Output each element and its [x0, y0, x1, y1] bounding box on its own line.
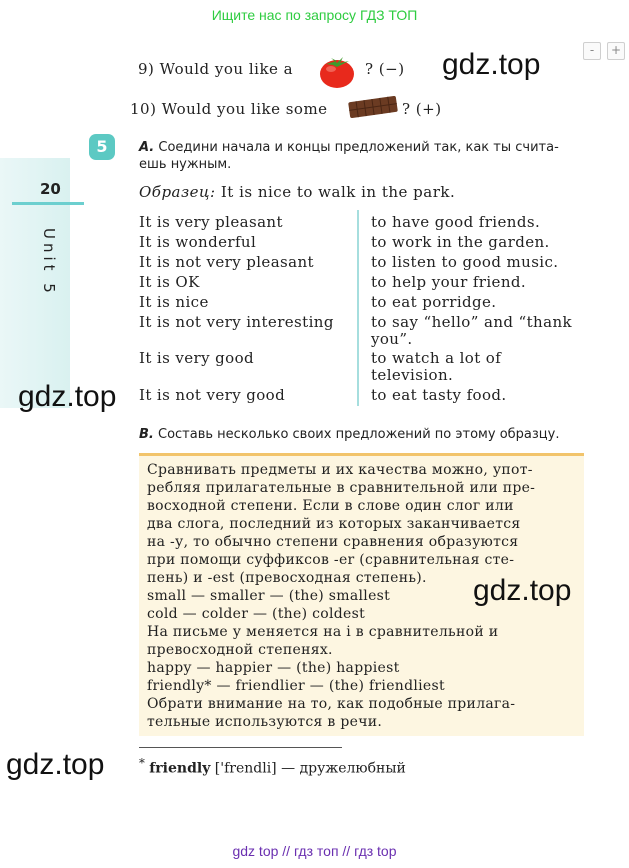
rule-line: тельные используются в речи. [147, 714, 383, 730]
beginning-item: It is wonderful [139, 233, 257, 251]
column-divider [357, 210, 359, 406]
example-sentence [139, 183, 455, 201]
ending-item: to listen to good music. [371, 253, 559, 271]
page-number-rule [12, 202, 84, 205]
task-a-text-2: ешь нужным. [139, 157, 232, 172]
task-a-text: Соедини начала и концы предложений так, как ты счита- [158, 140, 559, 155]
unit-label [36, 228, 62, 318]
beginning-item: It is not very good [139, 386, 286, 404]
task-a-letter: A. [139, 140, 155, 155]
rule-line: на -у, то обычно степени сравнения образуются [147, 534, 519, 550]
task-b-letter: B. [139, 427, 154, 442]
footnote-word: friendly [149, 760, 211, 777]
bottom-links[interactable]: gdz top // гдз топ // гдз top [232, 843, 397, 859]
beginning-item: It is nice [139, 293, 209, 311]
ending-item: to work in the garden. [371, 233, 550, 251]
rule-line: превосходной степенях. [147, 642, 333, 658]
footnote-translation: — дружелюбный [281, 760, 406, 777]
top-banner[interactable]: Ищите нас по запросу ГДЗ ТОП [211, 7, 418, 23]
example-text: It is nice to walk in the park. [220, 183, 456, 201]
rule-line: ребляя прилагательные в сравнительной или пре- [147, 480, 536, 496]
ending-item: to help your friend. [371, 273, 527, 291]
task-b-instruction [139, 427, 559, 442]
rule-example: small — smaller — (the) smallest [147, 588, 391, 604]
zoom-in-button[interactable]: + [607, 42, 625, 60]
tomato-icon [317, 55, 357, 89]
beginning-item: It is not very interesting [139, 313, 334, 331]
rule-line: На письме у меняется на i в сравнительной и [147, 624, 499, 640]
rule-line: восходной степени. Если в слове один слог или [147, 498, 514, 514]
ending-item: to say “hello” and “thank [371, 313, 573, 331]
watermark: gdz.top [473, 574, 572, 607]
ending-item: you”. [371, 330, 413, 348]
ending-item: to have good friends. [371, 213, 541, 231]
ending-item: to eat porridge. [371, 293, 497, 311]
task-b-text: Составь несколько своих предложений по этому образцу. [158, 427, 560, 442]
zoom-out-button[interactable]: - [583, 42, 601, 60]
ending-item: to watch a lot of [371, 349, 502, 367]
chocolate-icon [347, 96, 399, 118]
rule-line: Обрати внимание на то, как подобные прилага- [147, 696, 516, 712]
footnote-rule [139, 747, 342, 748]
rule-line: пень) и -est (превосходная степень). [147, 570, 427, 586]
beginning-item: It is very good [139, 349, 255, 367]
ending-item: television. [371, 366, 454, 384]
question-10-start: 10) Would you like some [130, 100, 328, 118]
rule-line: Сравнивать предметы и их качества можно, упот- [147, 462, 533, 478]
watermark: gdz.top [6, 748, 105, 781]
footnote-mark: * [139, 756, 145, 770]
footnote [139, 756, 406, 777]
task-a-instruction [139, 139, 589, 173]
question-9-start: 9) Would you like a [138, 60, 294, 78]
rule-example: happy — happier — (the) happiest [147, 660, 400, 676]
beginning-item: It is OK [139, 273, 200, 291]
exercise-number-badge: 5 [89, 134, 115, 160]
beginning-item: It is very pleasant [139, 213, 283, 231]
rule-line: при помощи суффиксов -er (сравнительная сте- [147, 552, 515, 568]
footnote-transcription: ['frendli] [214, 760, 277, 777]
example-label: Образец: [139, 183, 216, 201]
watermark: gdz.top [442, 48, 541, 81]
zoom-controls [583, 42, 625, 60]
rule-example: friendly* — friendlier — (the) friendliest [147, 678, 445, 694]
beginning-item: It is not very pleasant [139, 253, 314, 271]
rule-example: cold — colder — (the) coldest [147, 606, 366, 622]
unit-label-text: Unit 5 [40, 228, 58, 297]
question-10-end: ? (+) [402, 100, 442, 118]
rule-line: два слога, последний из которых заканчивается [147, 516, 521, 532]
question-9-end: ? (−) [365, 60, 405, 78]
watermark: gdz.top [18, 380, 117, 413]
ending-item: to eat tasty food. [371, 386, 507, 404]
page-number: 20 [40, 180, 61, 198]
